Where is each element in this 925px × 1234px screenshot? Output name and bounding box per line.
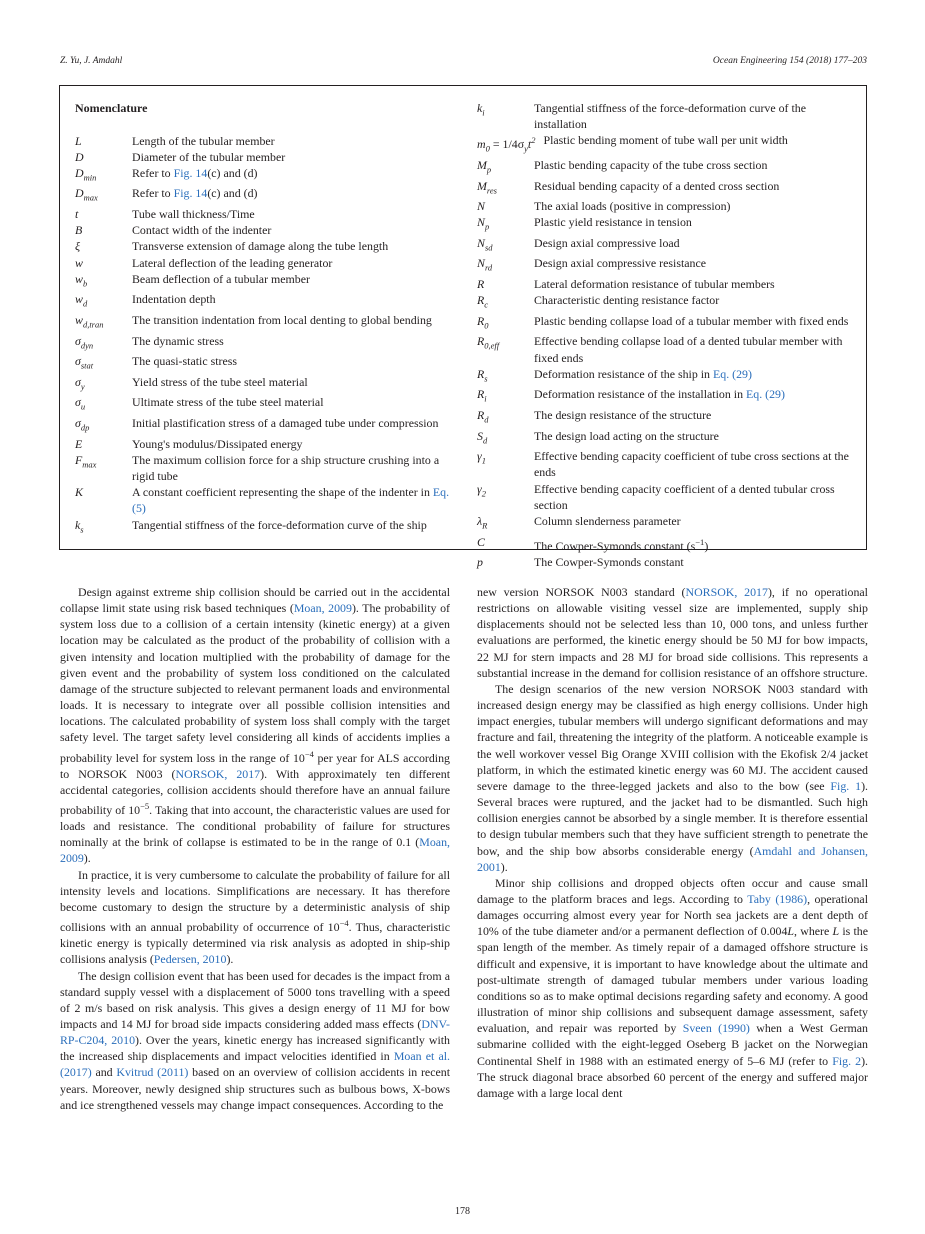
nomenclature-description: Plastic bending moment of tube wall per unit width bbox=[543, 133, 788, 148]
nomenclature-entry bbox=[75, 165, 455, 186]
nomenclature-entry bbox=[75, 206, 455, 222]
nomenclature-entry bbox=[477, 333, 859, 365]
nomenclature-entry bbox=[477, 428, 859, 449]
nomenclature-symbol: $R_d$ bbox=[477, 407, 489, 425]
nomenclature-right-column bbox=[477, 100, 859, 570]
nomenclature-symbol: K bbox=[75, 485, 83, 500]
nomenclature-entry bbox=[477, 214, 859, 235]
nomenclature-description: The transition indentation from local denting to global bending bbox=[132, 313, 432, 328]
nomenclature-description: Effective bending capacity coefficient of tube cross sections at the ends bbox=[534, 449, 849, 480]
nomenclature-description: Tube wall thickness/Time bbox=[132, 207, 255, 222]
nomenclature-symbol: $k_i$ bbox=[477, 101, 485, 118]
nomenclature-symbol: $R_c$ bbox=[477, 293, 489, 310]
nomenclature-entry bbox=[75, 133, 455, 149]
nomenclature-symbol: $\sigma_{dyn}$ bbox=[75, 333, 94, 350]
body-column-left bbox=[60, 584, 450, 1113]
nomenclature-description: The dynamic stress bbox=[132, 333, 224, 348]
nomenclature-entry bbox=[477, 132, 859, 157]
body-paragraph: Minor ship collisions and dropped objects often occur and cause small damage to the platform braces and legs. According to Taby (1986), operational damages occurring almost every year for North sea jackets are a dent depth of 10% of the tube diameter and/or a permanent deflection of 0.004L, where L is the span length of the member. As timely repair of a damaged offshore structure is difficult and expensive, it is important to have knowledge about the ultimate and post-ultimate strength of damaged tubular members under various loading conditions so as to make optimal decisions regarding safety and economy. A good illustration of minor ship collisions and subsequent damage assessment, safety evaluation, and repair was reported by Sveen (1990) when a West German submarine collided with the eight-legged Oseberg B jacket on the Norwegian Continental Shelf in 1988 with an estimated energy of 5–6 MJ (refer to Fig. 2). The struck diagonal brace absorbed 60 percent of the energy and suffered major damage with a large local dent bbox=[477, 875, 869, 1100]
nomenclature-entry bbox=[75, 185, 455, 206]
nomenclature-description: Tangential stiffness of the force-deformation curve of the installation bbox=[534, 101, 806, 132]
nomenclature-symbol: D bbox=[75, 149, 84, 164]
nomenclature-description: The design resistance of the structure bbox=[534, 407, 712, 422]
nomenclature-description: Effective bending capacity coefficient of a dented tubular cross section bbox=[534, 481, 835, 512]
nomenclature-entry bbox=[477, 513, 859, 534]
nomenclature-description: A constant coefficient representing the shape of the indenter in Eq. (5) bbox=[132, 485, 450, 516]
nomenclature-symbol: $w_{d,tran}$ bbox=[75, 313, 104, 330]
nomenclature-left-column bbox=[75, 100, 455, 537]
nomenclature-description: The axial loads (positive in compression) bbox=[534, 199, 731, 214]
nomenclature-symbol: $N_{sd}$ bbox=[477, 235, 493, 253]
nomenclature-entry bbox=[75, 394, 455, 415]
nomenclature-description: Tangential stiffness of the force-deformation curve of the ship bbox=[132, 517, 427, 532]
nomenclature-symbol: $m_0 = 1/4\sigma_yt^2$ bbox=[477, 135, 536, 154]
nomenclature-symbol: w bbox=[75, 255, 83, 270]
nomenclature-description: The maximum collision force for a ship structure crushing into a rigid tube bbox=[132, 452, 440, 483]
nomenclature-entry bbox=[477, 255, 859, 276]
nomenclature-description: Plastic bending capacity of the tube cross section bbox=[534, 157, 768, 172]
nomenclature-symbol: $S_d$ bbox=[477, 428, 488, 445]
nomenclature-symbol: $N_p$ bbox=[477, 215, 490, 232]
nomenclature-description: Lateral deformation resistance of tubular members bbox=[534, 277, 775, 292]
nomenclature-symbol: $k_s$ bbox=[75, 517, 84, 534]
nomenclature-entry bbox=[75, 312, 455, 333]
nomenclature-entry bbox=[477, 366, 859, 387]
nomenclature-entry bbox=[75, 149, 455, 165]
nomenclature-symbol: $\gamma_1$ bbox=[477, 449, 486, 466]
nomenclature-symbol: ξ bbox=[75, 239, 81, 254]
page-number: 178 bbox=[455, 1206, 470, 1217]
nomenclature-symbol: E bbox=[75, 436, 83, 451]
nomenclature-entry bbox=[75, 436, 455, 452]
nomenclature-entry bbox=[75, 374, 455, 395]
nomenclature-description: The Cowper-Symonds constant bbox=[534, 554, 684, 569]
nomenclature-entry bbox=[75, 238, 455, 254]
nomenclature-description: Effective bending collapse load of a dented tubular member with fixed ends bbox=[534, 334, 843, 365]
nomenclature-entry bbox=[477, 386, 859, 407]
nomenclature-entry bbox=[75, 353, 455, 374]
nomenclature-symbol: R bbox=[477, 277, 485, 292]
nomenclature-description: Indentation depth bbox=[132, 292, 216, 307]
nomenclature-entry bbox=[75, 415, 455, 436]
nomenclature-description: Lateral deflection of the leading generator bbox=[132, 255, 333, 270]
nomenclature-entry bbox=[75, 333, 455, 354]
nomenclature-description: The Cowper-Symonds constant $(s^{-1})$ bbox=[534, 536, 709, 553]
body-paragraph: new version NORSOK N003 standard (NORSOK, 2017), if no operational restrictions on allowable visiting vessel size are implemented, supply ship displacements should not be selected less than 10, 000 tons, and unless further evaluations are performed, the kinetic energy should be 50 MJ for bow impacts, 22 MJ for stern impacts and 28 MJ for broad side collisions. This represents a substantial increase in the demand for collision resistance of an offshore structure. bbox=[477, 585, 868, 680]
nomenclature-entry bbox=[477, 157, 859, 178]
nomenclature-description: Deformation resistance of the installation in Eq. (29) bbox=[534, 387, 785, 402]
nomenclature-description: Yield stress of the tube steel material bbox=[132, 374, 308, 389]
nomenclature-entry bbox=[477, 534, 859, 554]
nomenclature-symbol: $\sigma_u$ bbox=[75, 395, 86, 412]
nomenclature-symbol: $R_s$ bbox=[477, 366, 488, 384]
nomenclature-description: Transverse extension of damage along the tube length bbox=[132, 239, 389, 254]
nomenclature-symbol: $\sigma_{stat}$ bbox=[75, 354, 94, 371]
nomenclature-entry bbox=[477, 313, 859, 334]
nomenclature-entry bbox=[75, 452, 455, 484]
nomenclature-symbol: L bbox=[75, 133, 82, 148]
nomenclature-symbol: $M_{res}$ bbox=[477, 178, 497, 195]
nomenclature-symbol: N bbox=[477, 199, 485, 214]
nomenclature-entry bbox=[477, 481, 859, 513]
nomenclature-description: Ultimate stress of the tube steel material bbox=[132, 395, 324, 410]
nomenclature-entry bbox=[477, 178, 859, 199]
nomenclature-description: Design axial compressive load bbox=[534, 235, 680, 250]
nomenclature-entry bbox=[75, 517, 455, 538]
running-header-journal: Ocean Engineering 154 (2018) 177–203 bbox=[712, 56, 867, 66]
running-header-authors: Z. Yu, J. Amdahl bbox=[60, 56, 123, 66]
nomenclature-entry bbox=[477, 448, 859, 480]
nomenclature-entry bbox=[75, 255, 455, 271]
nomenclature-symbol: $\sigma_{dp}$ bbox=[75, 415, 90, 433]
nomenclature-entry bbox=[477, 276, 859, 292]
nomenclature-symbol: $w_d$ bbox=[75, 292, 88, 309]
nomenclature-description: Initial plastification stress of a damaged tube under compression bbox=[132, 415, 439, 430]
nomenclature-description: The design load acting on the structure bbox=[534, 428, 719, 443]
nomenclature-description: Column slenderness parameter bbox=[534, 513, 681, 528]
nomenclature-symbol: $w_b$ bbox=[75, 271, 88, 289]
nomenclature-symbol: $\lambda_R$ bbox=[477, 513, 488, 531]
nomenclature-description: Young's modulus/Dissipated energy bbox=[132, 436, 303, 451]
nomenclature-description: Length of the tubular member bbox=[132, 133, 275, 148]
nomenclature-title: Nomenclature bbox=[75, 101, 148, 115]
nomenclature-description: Residual bending capacity of a dented cross section bbox=[534, 178, 780, 193]
nomenclature-description: Beam deflection of a tubular member bbox=[132, 271, 310, 286]
nomenclature-box bbox=[59, 85, 867, 569]
nomenclature-description: The quasi-static stress bbox=[132, 354, 238, 369]
nomenclature-entry bbox=[477, 198, 859, 214]
nomenclature-symbol: $D_{min}$ bbox=[75, 165, 97, 183]
nomenclature-description: Design axial compressive resistance bbox=[534, 256, 707, 271]
nomenclature-entry bbox=[477, 100, 859, 132]
nomenclature-entry bbox=[477, 235, 859, 256]
nomenclature-entry bbox=[75, 291, 455, 312]
nomenclature-symbol: p bbox=[477, 554, 483, 569]
nomenclature-description: Characteristic denting resistance factor bbox=[534, 293, 720, 308]
nomenclature-description: Refer to Fig. 14(c) and (d) bbox=[132, 165, 258, 180]
nomenclature-description: Contact width of the indenter bbox=[132, 223, 272, 238]
nomenclature-symbol: $R_{0,eff}$ bbox=[477, 334, 500, 351]
nomenclature-entry bbox=[477, 407, 859, 428]
nomenclature-entry bbox=[75, 271, 455, 292]
nomenclature-symbol: $D_{max}$ bbox=[75, 186, 98, 203]
body-paragraph: In practice, it is very cumbersome to calculate the probability of failure for all intensity levels and locations. Simplifications are necessary. It has therefore become customary to design the structure by a deterministic analysis of ship collisions with an annual probability of occurrence of $10^{-4}$. Thus, characteristic kinetic energy is typically determined via risk analysis as adopted in ship-ship collisions analysis (Pedersen, 2010). bbox=[60, 867, 450, 967]
nomenclature-symbol: $\sigma_y$ bbox=[75, 374, 85, 392]
nomenclature-symbol: $N_{rd}$ bbox=[477, 256, 493, 273]
nomenclature-description: Plastic yield resistance in tension bbox=[534, 215, 692, 230]
nomenclature-symbol: $\gamma_2$ bbox=[477, 481, 486, 498]
nomenclature-symbol: $M_p$ bbox=[477, 157, 492, 175]
body-paragraph: The design scenarios of the new version NORSOK N003 standard with increased design energy may be classified as high energy collisions. Under high impact energies, tubular members will undergo significant deformations and may fracture and fail, threatening the integrity of the platform. A noticeable example is the well workover vessel Big Orange XVIII collision with the Ekofisk 2/4 jacket platform, in which the estimated kinetic energy was 60 MJ. The accident caused severe damage to the three-legged jackets and also to the bow (see Fig. 1). Several braces were ruptured, and the jacket had to be dismantled. Such high collision energies cannot be absorbed by a single member. It is therefore essential to design tubular members such that they have sufficient strength to penetrate the bow, and the ship bow absorbs considerable energy (Amdahl and Johansen, 2001). bbox=[477, 681, 868, 874]
nomenclature-description: Plastic bending collapse load of a tubular member with fixed ends bbox=[534, 313, 849, 328]
nomenclature-entry bbox=[477, 554, 859, 570]
body-column-right bbox=[477, 584, 868, 1101]
nomenclature-symbol: $R_i$ bbox=[477, 387, 487, 404]
nomenclature-entry bbox=[75, 222, 455, 238]
body-paragraph: Design against extreme ship collision should be carried out in the accidental collapse limit state using risk based techniques (Moan, 2009). The probability of system loss due to a collision of a certain intensity (kinetic energy) at a given location may be calculated as the product of the probability of collision with a given intensity and location multiplied with the probability of damage for the given event and the probability of system loss conditioned on the calculated damage of the structure subjected to relevant permanent loads and environmental loads. It is necessary to integrate over all possible collision intensities and locations. The calculated probability of system loss shall comply with the target safety level. The target safety level considering all kinds of accidents implies a probability level for system loss in the range of $10^{-4}$ per year for ALS according to NORSOK N003 (NORSOK, 2017). With approximately ten different accidental categories, collision accidents should therefore have an annual failure probability of $10^{-5}$. Taking that into account, the characteristic values are used for loads and resistance. The conditional probability of failure for structures nominally at the brink of collapse is estimated to be in the range of 0.1 (Moan, 2009). bbox=[60, 585, 451, 866]
nomenclature-symbol: t bbox=[75, 207, 79, 222]
nomenclature-description: Refer to Fig. 14(c) and (d) bbox=[132, 186, 258, 201]
nomenclature-entry bbox=[477, 292, 859, 313]
nomenclature-symbol: C bbox=[477, 534, 485, 549]
nomenclature-symbol: B bbox=[75, 223, 83, 238]
nomenclature-entry bbox=[75, 484, 455, 516]
nomenclature-description: Diameter of the tubular member bbox=[132, 149, 286, 164]
nomenclature-symbol: $R_0$ bbox=[477, 313, 489, 331]
body-paragraph: The design collision event that has been used for decades is the impact from a standard supply vessel with a displacement of 5000 tons travelling with a speed of 2 m/s based on risk analysis. This gives a design energy of 11 MJ for bow impacts and 14 MJ for broad side impacts considering added mass effects (DNV-RP-C204, 2010). Over the years, kinetic energy has increased significantly with the increased ship displacements and impact velocities identified in Moan et al. (2017) and Kvitrud (2011) based on an overview of collision accidents in recent years. Moreover, newly designed ship structures such as bulbous bows, X-bows and ice strengthened vessels may change impact consequences. According to the bbox=[60, 968, 451, 1112]
nomenclature-description: Deformation resistance of the ship in Eq. (29) bbox=[534, 366, 752, 381]
nomenclature-symbol: $F_{max}$ bbox=[75, 452, 97, 470]
